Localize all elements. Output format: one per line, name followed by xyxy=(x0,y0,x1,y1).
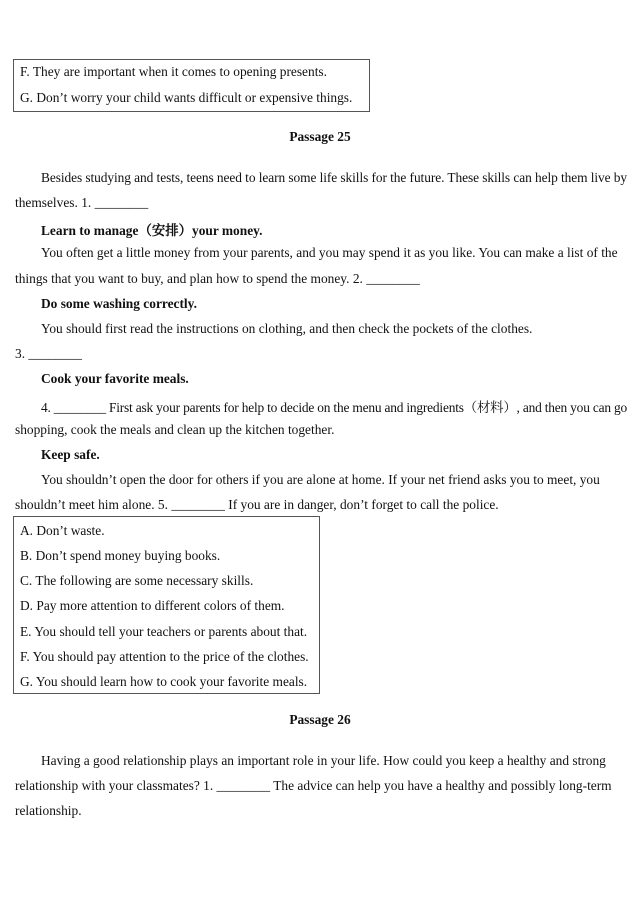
money-line-1: You often get a little money from your parents, and you may spend it as you like. You can make a list of the xyxy=(41,245,618,260)
option-d: D. Pay more attention to different colors of them. xyxy=(20,598,285,613)
option-c: C. The following are some necessary skills. xyxy=(20,573,254,588)
heading-keep-safe: Keep safe. xyxy=(41,447,100,462)
option-g: G. You should learn how to cook your favorite meals. xyxy=(20,674,308,689)
option-g: G. Don’t worry your child wants difficult or expensive things. xyxy=(20,90,353,105)
washing-line-2: 3. ________ xyxy=(15,346,82,361)
top-options-box xyxy=(13,59,370,112)
p26-line-3: relationship. xyxy=(15,803,82,818)
option-f: F. They are important when it comes to opening presents. xyxy=(20,64,327,79)
cook-line-1: 4. ________ First ask your parents for help to decide on the menu and ingredients（材料）, and then you can go xyxy=(41,400,628,415)
heading-manage-money: Learn to manage（安排）your money. xyxy=(41,223,263,238)
cook-line-2: shopping, cook the meals and clean up the kitchen together. xyxy=(15,422,335,437)
passage-25-title: Passage 25 xyxy=(289,129,351,144)
heading-washing: Do some washing correctly. xyxy=(41,296,197,311)
option-e: E. You should tell your teachers or parents about that. xyxy=(20,624,308,639)
safe-line-2: shouldn’t meet him alone. 5. ________ If you are in danger, don’t forget to call the police. xyxy=(15,497,499,512)
intro-line-1: Besides studying and tests, teens need to learn some life skills for the future. These skills can help them live by xyxy=(41,170,627,185)
money-line-2: things that you want to buy, and plan how to spend the money. 2. ________ xyxy=(15,271,420,286)
option-f: F. You should pay attention to the price of the clothes. xyxy=(20,649,309,664)
heading-cook: Cook your favorite meals. xyxy=(41,371,189,386)
option-b: B. Don’t spend money buying books. xyxy=(20,548,221,563)
safe-line-1: You shouldn’t open the door for others if you are alone at home. If your net friend asks you to meet, you xyxy=(41,472,600,487)
washing-line-1: You should first read the instructions on clothing, and then check the pockets of the clothes. xyxy=(41,321,533,336)
intro-line-2: themselves. 1. ________ xyxy=(15,195,149,210)
passage-25-options-box xyxy=(13,516,320,694)
p26-line-1: Having a good relationship plays an important role in your life. How could you keep a healthy and strong xyxy=(41,753,606,768)
passage-26-title: Passage 26 xyxy=(289,712,351,727)
option-a: A. Don’t waste. xyxy=(20,523,105,538)
p26-line-2: relationship with your classmates? 1. ________ The advice can help you have a healthy and possibly long-term xyxy=(15,778,612,793)
